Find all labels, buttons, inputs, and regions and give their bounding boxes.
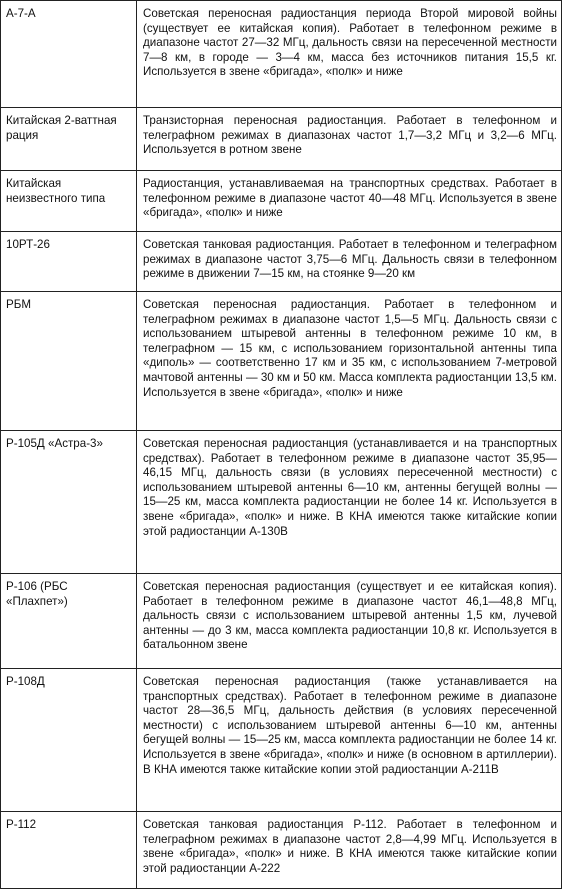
station-description-cell (137, 574, 562, 669)
table-row (1, 108, 562, 171)
station-name: Р-108Д (6, 675, 45, 688)
station-name-cell (1, 171, 137, 232)
station-name-cell (1, 574, 137, 669)
station-name: 10РТ-26 (6, 238, 50, 251)
station-description: Советская переносная радиостанция (существует и ее китайская копия). Работает в телефонном режиме в диапазоне частот 46,1—48,8 МГц, дальность связи с использованием штыревой антенны 1,5 км, лучевой антенны — до 3 км, масса комплекта радиостанции 10,8 кг. Используется в батальонном звене (143, 580, 557, 652)
table-row (1, 574, 562, 669)
station-description: Советская танковая радиостанция. Работает в телефонном и телеграфном режимах в диапазоне частот 3,75—6 МГц. Дальность связи в телефонном режиме в движении 7—15 км, на стоянке 9—20 км (143, 238, 557, 281)
station-name-cell (1, 431, 137, 574)
table-row (1, 1, 562, 108)
station-description: Советская переносная радиостанция. Работает в телефонном и телеграфном режимах в диапазоне частот 1,5—5 МГц. Дальность связи с использованием штыревой антенны в телефонном режиме 10 км, в телеграфном — 15 км, с использованием горизонтальной антенны типа «диполь» — соответственно 17 км и 35 км, с использованием 7-метровой мачтовой антенны — 30 км и 50 км. Масса комплекта радиостанции 13,5 км. Используется в звене «бригада», «полк» и ниже (143, 298, 557, 399)
table-row (1, 232, 562, 292)
table-row (1, 292, 562, 431)
station-description-cell (137, 232, 562, 292)
station-description: Советская переносная радиостанция (устанавливается и на транспортных средствах). Работает в телефонном режиме в диапазоне частот 35,95—46,15 МГц, дальность связи (в условиях пересеченной местности) с использованием штыревой антенны 6—10 км, антенны бегущей волны — 15—25 км, масса комплекта радиостанции не более 14 кг. Используется в звене «бригада», «полк» и ниже. В КНА имеются также китайские копии этой радиостанции А-130В (143, 437, 557, 538)
table-row (1, 812, 562, 889)
station-description: Радиостанция, устанавливаемая на транспортных средствах. Работает в телефонном режиме в диапазоне частот 40—48 МГц. Используется в звене «бригада», «полк» и ниже (143, 177, 557, 220)
station-description-cell (137, 292, 562, 431)
station-name-cell (1, 292, 137, 431)
station-name-cell (1, 108, 137, 171)
station-name-cell (1, 812, 137, 889)
station-name: РБМ (6, 298, 31, 311)
station-description: Советская танковая радиостанция Р-112. Работает в телефонном и телеграфном режимах в диапазоне частот 2,8—4,99 МГц. Используется в звене «бригада», «полк» и ниже. В КНА имеются также китайские копии этой радиостанции А-222 (143, 818, 557, 875)
station-name-cell (1, 1, 137, 108)
station-description-cell (137, 108, 562, 171)
station-name-cell (1, 232, 137, 292)
table-body (1, 1, 562, 889)
station-name: А-7-А (6, 7, 36, 20)
station-description-cell (137, 431, 562, 574)
table-row (1, 431, 562, 574)
station-name: Р-105Д «Астра-3» (6, 437, 103, 450)
table-row (1, 171, 562, 232)
station-name: Китайская 2-ваттная рация (6, 114, 117, 142)
station-name: Китайская неизвестного типа (6, 177, 106, 205)
station-description-cell (137, 669, 562, 812)
table-row (1, 669, 562, 812)
station-description: Советская переносная радиостанция периода Второй мировой войны (существует ее китайская копия). Работает в телефонном режиме в диапазоне частот 27—32 МГц, дальность связи на пересеченной местности 7—8 км, в городе — 3—4 км, масса без источников питания 15,5 кг. Используется в звене «бригада», «полк» и ниже (143, 7, 557, 79)
station-name: Р-112 (6, 818, 37, 831)
station-name: Р-106 (РБС «Плахпет») (6, 580, 68, 608)
station-description: Советская переносная радиостанция (также устанавливается на транспортных средствах). Работает в телефонном режиме в диапазоне частот 28—36,5 МГц, дальность действия (в условиях пересеченной местности) с использованием штыревой антенны 6—10 км, антенны бегущей волны — 15—25 км, масса комплекта радиостанции не более 14 кг. Используется в звене «бригада», «полк» и ниже (в основном в артиллерии). В КНА имеются также китайские копии этой радиостанции А-211В (143, 675, 557, 776)
station-description-cell (137, 171, 562, 232)
station-description: Транзисторная переносная радиостанция. Работает в телефонном и телеграфном режимах в диапазонах частот 1,7—3,2 МГц и 3,2—6 МГц. Используется в ротном звене (143, 114, 557, 157)
station-name-cell (1, 669, 137, 812)
station-description-cell (137, 1, 562, 108)
station-description-cell (137, 812, 562, 889)
